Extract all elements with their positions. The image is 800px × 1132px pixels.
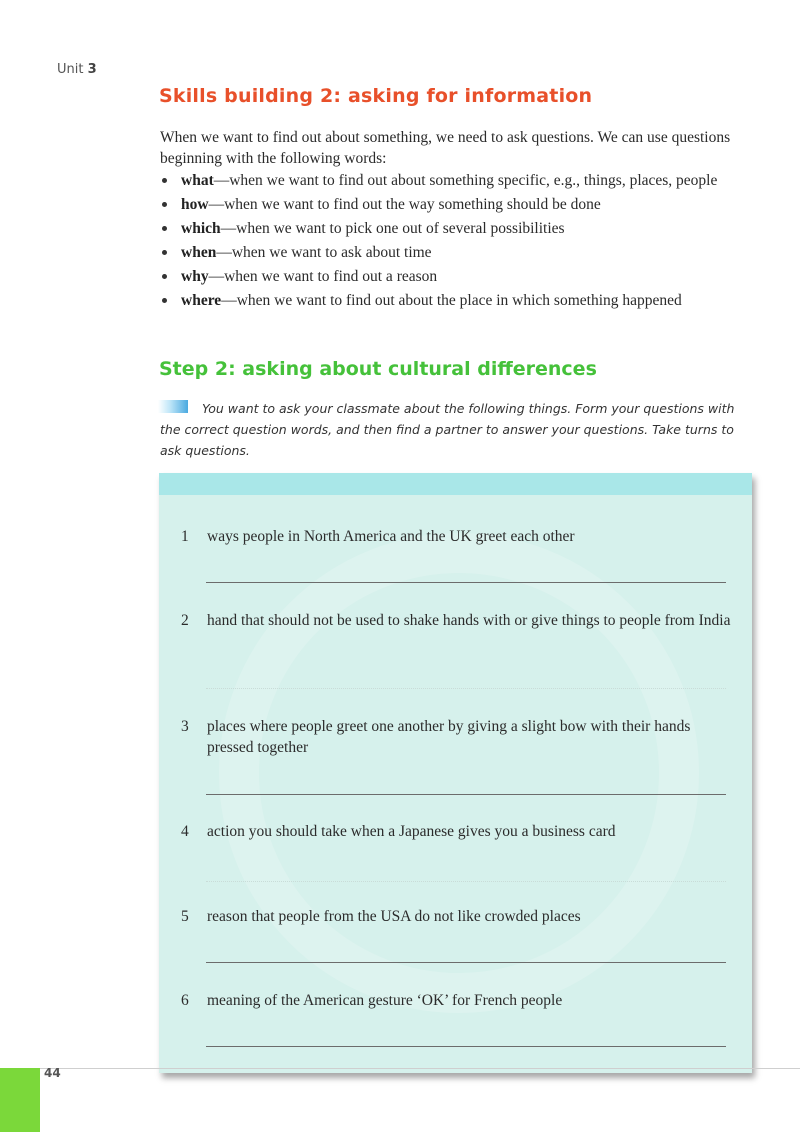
question-number: 5: [181, 908, 189, 925]
answer-line[interactable]: [206, 881, 726, 882]
keyword-desc: —when we want to pick one out of several possibilities: [220, 220, 565, 237]
question-number: 1: [181, 528, 189, 545]
keyword-desc: —when we want to find out about the place in which something happened: [221, 292, 682, 309]
question-text: meaning of the American gesture ‘OK’ for French people: [207, 992, 563, 1009]
answer-line[interactable]: [206, 1046, 726, 1047]
background-swirl-graphic: [219, 533, 699, 1013]
list-item: [160, 218, 770, 239]
keyword-desc: —when we want to find out the way something should be done: [208, 196, 601, 213]
question-text: action you should take when a Japanese gives you a business card: [207, 823, 616, 840]
list-item: [160, 290, 770, 311]
footer-rule: [40, 1068, 800, 1069]
keyword: when: [181, 244, 217, 261]
answer-line[interactable]: [206, 794, 726, 795]
keyword: which: [181, 220, 221, 237]
keyword: how: [181, 196, 209, 213]
question-number: 4: [181, 823, 189, 840]
keyword-desc: —when we want to find out a reason: [208, 268, 438, 285]
worksheet-header-band: [159, 473, 752, 495]
keyword: where: [181, 292, 222, 309]
unit-word: Unit: [57, 62, 84, 77]
keyword: why: [181, 268, 209, 285]
question-word-list: [160, 170, 770, 314]
step-heading: Step 2: asking about cultural differences: [159, 358, 597, 380]
answer-line[interactable]: [206, 962, 726, 963]
question-text: reason that people from the USA do not like crowded places: [207, 908, 581, 925]
question-text: places where people greet one another by giving a slight bow with their hands pressed together: [207, 718, 691, 756]
worksheet-panel: [159, 473, 752, 1073]
page-color-tab: [0, 1068, 40, 1132]
question-number: 6: [181, 992, 189, 1009]
list-item: [160, 170, 770, 191]
keyword: what: [181, 172, 214, 189]
keyword-desc: —when we want to ask about time: [216, 244, 432, 261]
question-text: hand that should not be used to shake hands with or give things to people from India: [207, 612, 731, 629]
list-item: [160, 194, 770, 215]
skills-heading: Skills building 2: asking for information: [159, 85, 593, 107]
question-number: 2: [181, 612, 189, 629]
list-item: [160, 242, 770, 263]
question-text: ways people in North America and the UK greet each other: [207, 528, 575, 545]
question-number: 3: [181, 718, 189, 735]
answer-line[interactable]: [206, 582, 726, 583]
step-instructions: You want to ask your classmate about the following things. Form your questions with the correct question words, and then find a partner to answer your questions. Take turns to ask questions.: [160, 401, 735, 458]
list-item: [160, 266, 770, 287]
unit-label: [57, 62, 97, 77]
page-number: 44: [44, 1066, 61, 1080]
keyword-desc: —when we want to find out about something specific, e.g., things, places, people: [213, 172, 718, 189]
skills-intro: When we want to find out about something, we need to ask questions. We can use questions beginning with the following words:: [160, 129, 731, 167]
unit-number: 3: [87, 62, 97, 77]
answer-line[interactable]: [206, 688, 726, 689]
